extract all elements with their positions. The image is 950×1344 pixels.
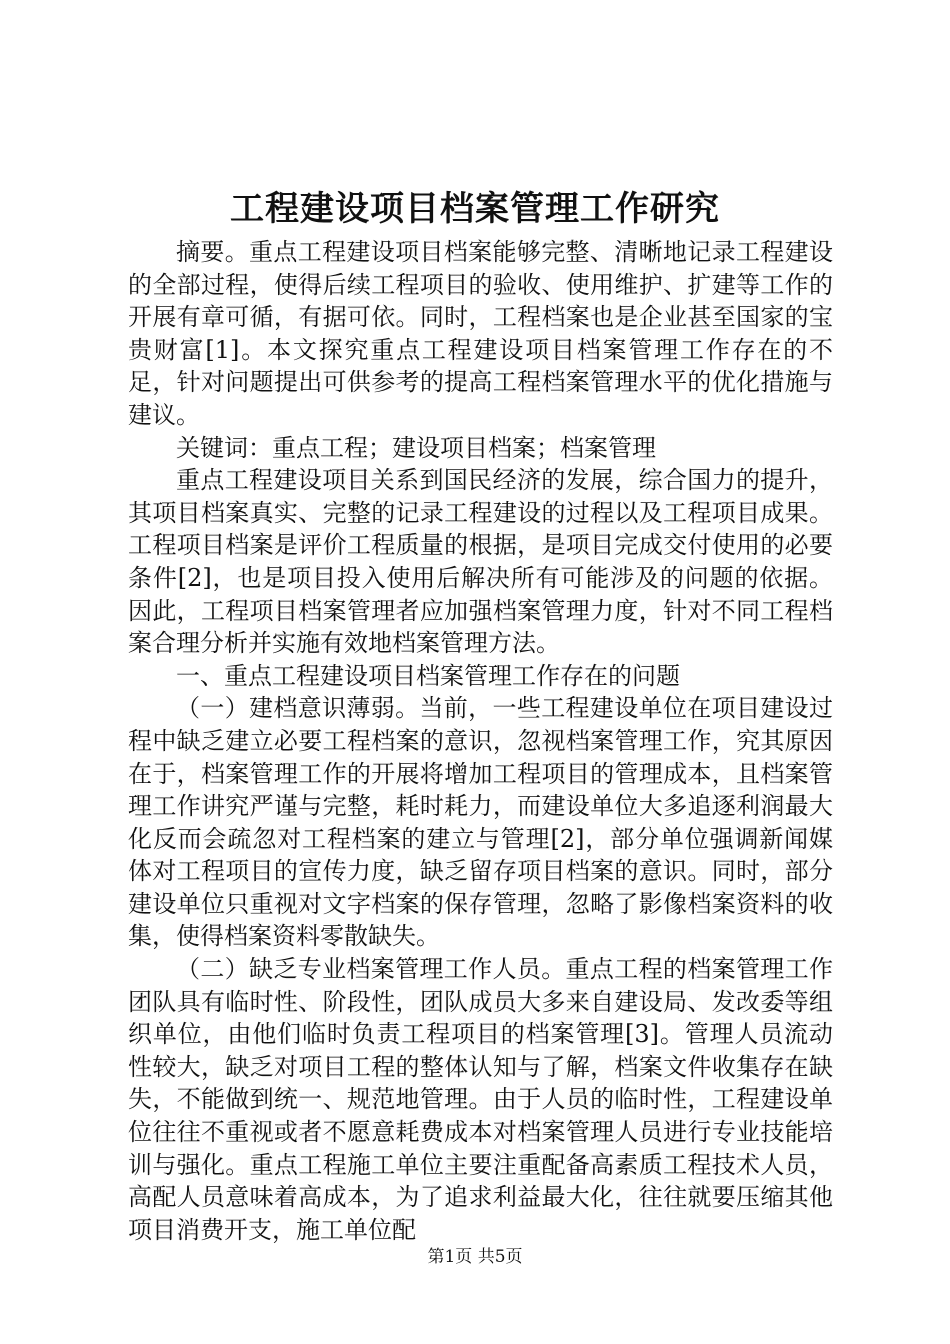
page-footer: 第1页 共5页 <box>427 1247 523 1267</box>
abstract-paragraph: 摘要。重点工程建设项目档案能够完整、清晰地记录工程建设的全部过程，使得后续工程项目的验收、使用维护、扩建等工作的开展有章可循，有据可依。同时，工程档案也是企业甚至国家的宝贵财富[1]。本文探究重点工程建设项目档案管理工作存在的不足，针对问题提出可供参考的提高工程档案管理水平的优化措施与建议。 <box>128 238 833 429</box>
section-heading: 一、重点工程建设项目档案管理工作存在的问题 <box>176 661 680 690</box>
document-title: 工程建设项目档案管理工作研究 <box>230 189 720 229</box>
body-paragraph: （二）缺乏专业档案管理工作人员。重点工程的档案管理工作团队具有临时性、阶段性，团队成员大多来自建设局、发改委等组织单位，由他们临时负责工程项目的档案管理[3]。管理人员流动性较大，缺乏对项目工程的整体认知与了解，档案文件收集存在缺失，不能做到统一、规范地管理。由于人员的临时性，工程建设单位往往不重视或者不愿意耗费成本对档案管理人员进行专业技能培训与强化。重点工程施工单位主要注重配备高素质工程技术人员，高配人员意味着高成本，为了追求利益最大化，往往就要压缩其他项目消费开支，施工单位配 <box>128 955 833 1244</box>
document-body <box>128 236 833 1246</box>
keywords-paragraph: 关键词：重点工程；建设项目档案；档案管理 <box>176 433 656 462</box>
body-paragraph: （一）建档意识薄弱。当前，一些工程建设单位在项目建设过程中缺乏建立必要工程档案的意识，忽视档案管理工作，究其原因在于，档案管理工作的开展将增加工程项目的管理成本，且档案管理工作讲究严谨与完整，耗时耗力，而建设单位大多追逐利润最大化反而会疏忽对工程档案的建立与管理[2]，部分单位强调新闻媒体对工程项目的宣传力度，缺乏留存项目档案的意识。同时，部分建设单位只重视对文字档案的保存管理，忽略了影像档案资料的收集，使得档案资料零散缺失。 <box>128 694 833 951</box>
intro-paragraph: 重点工程建设项目关系到国民经济的发展，综合国力的提升，其项目档案真实、完整的记录工程建设的过程以及工程项目成果。工程项目档案是评价工程质量的根据，是项目完成交付使用的必要条件[2]，也是项目投入使用后解决所有可能涉及的问题的依据。因此，工程项目档案管理者应加强档案管理力度，针对不同工程档案合理分析并实施有效地档案管理方法。 <box>128 466 833 658</box>
